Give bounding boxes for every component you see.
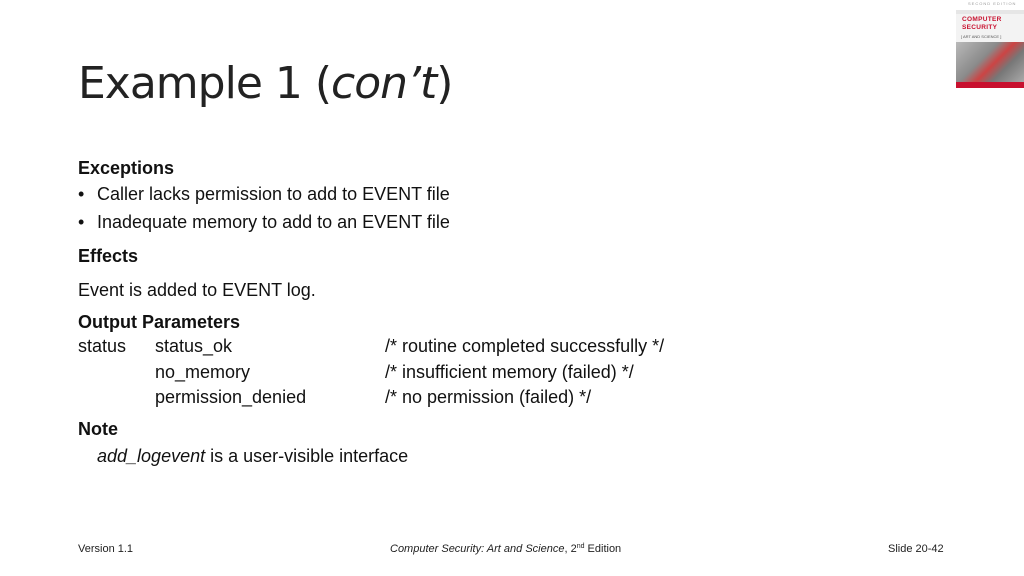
output-row <box>78 334 958 360</box>
cover-top-strip <box>956 10 1024 14</box>
cover-title-line2: SECURITY <box>962 24 998 31</box>
footer-slide-number: Slide 20-42 <box>888 543 944 555</box>
note-heading: Note <box>78 418 118 439</box>
output-param: status <box>78 336 127 356</box>
output-value: no_memory <box>155 361 251 382</box>
footer-version: Version 1.1 <box>78 543 134 555</box>
bullet-icon: • <box>78 184 85 204</box>
output-value: status_ok <box>155 336 233 356</box>
output-row <box>78 360 958 386</box>
exceptions-heading: Exceptions <box>78 158 175 178</box>
output-comment: /* no permission (failed) */ <box>385 387 592 407</box>
exception-item: • Inadequate memory to add to an EVENT file <box>78 208 958 236</box>
output-parameters-heading: Output Parameters <box>78 312 241 332</box>
book-edition-label: SECOND EDITION <box>968 1 1017 6</box>
exception-item: • Caller lacks permission to add to EVENT file <box>78 180 958 208</box>
output-param <box>78 360 155 386</box>
output-value: permission_denied <box>155 387 307 407</box>
output-comment: /* routine completed successfully */ <box>385 336 665 356</box>
book-cover-image <box>956 10 1024 88</box>
output-row <box>78 385 958 411</box>
cover-subtitle: [ ART AND SCIENCE ] <box>961 34 1002 39</box>
bullet-icon: • <box>78 212 85 232</box>
cover-bottom-band <box>956 82 1024 88</box>
effects-text: Event is added to EVENT log. <box>78 280 316 300</box>
note-text: add_logevent is a user-visible interface <box>97 445 409 466</box>
output-comment: /* insufficient memory (failed) */ <box>385 361 634 382</box>
effects-heading: Effects <box>78 246 139 266</box>
footer-book-title: Computer Security: Art and Science, 2nd Edition <box>390 543 622 555</box>
cover-title-line1: COMPUTER <box>962 16 1002 23</box>
function-name: add_logevent <box>97 445 206 466</box>
slide-body <box>78 156 958 471</box>
slide-title: Example 1 (con’t) <box>78 58 453 109</box>
cover-butterfly-art <box>956 42 1024 82</box>
output-param <box>78 385 155 411</box>
